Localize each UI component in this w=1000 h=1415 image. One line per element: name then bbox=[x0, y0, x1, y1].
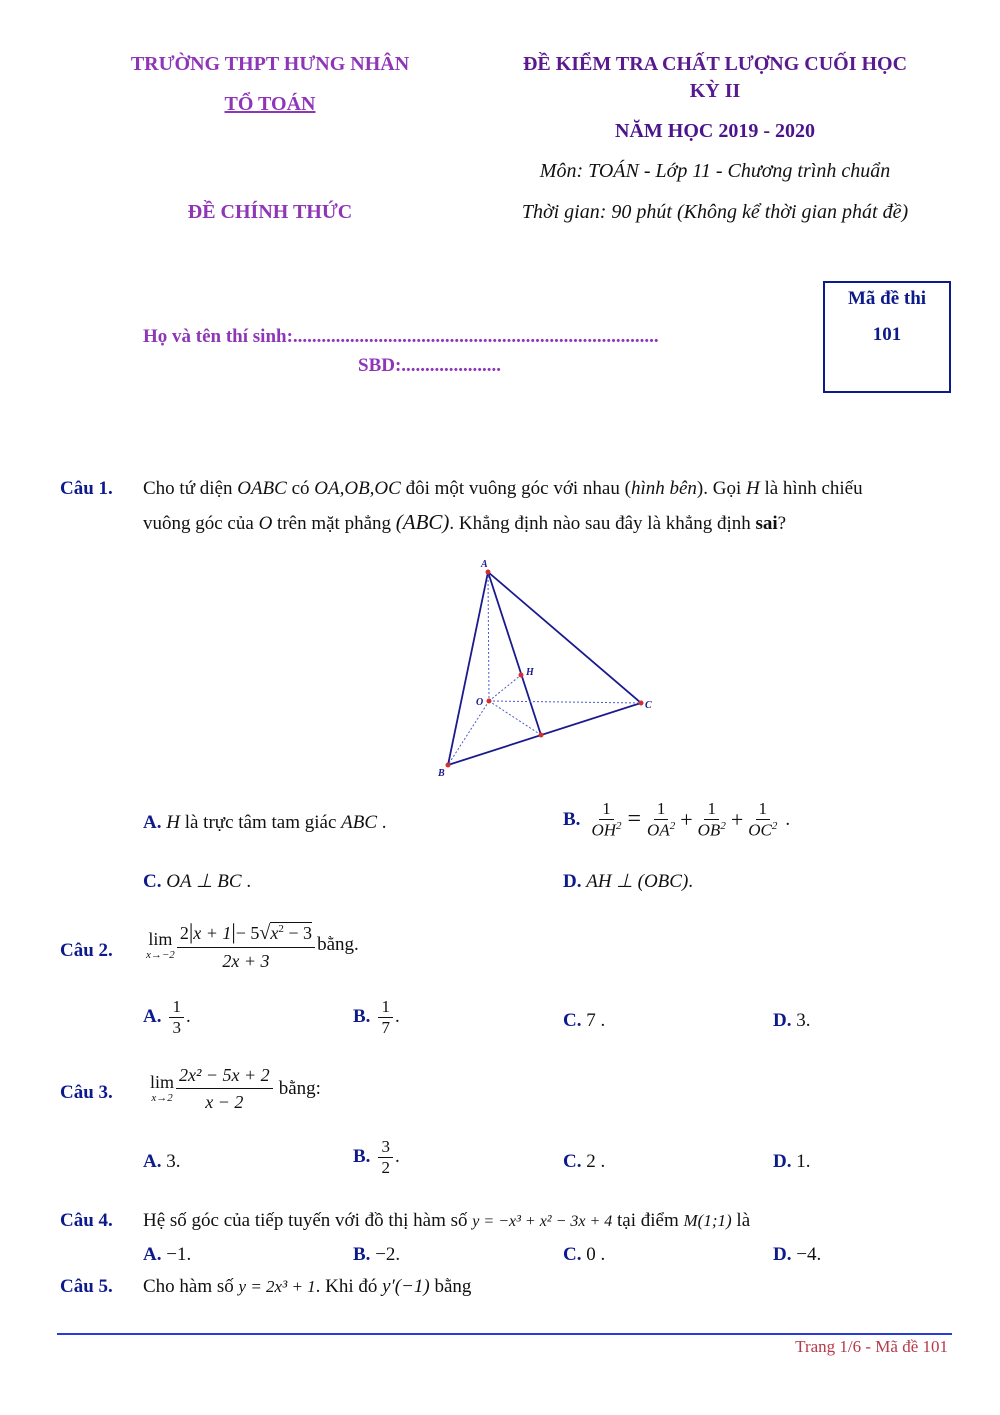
q5-text-part: Cho hàm số bbox=[143, 1276, 234, 1297]
student-name-field[interactable]: Họ và tên thí sinh:............................................................................. bbox=[143, 326, 659, 347]
option-letter: A. bbox=[143, 1006, 162, 1028]
option-text: 1 bbox=[796, 1151, 806, 1172]
q5-text-part: bằng bbox=[434, 1276, 472, 1297]
fraction: $\frac{1}{OH^2}$ bbox=[591, 799, 622, 840]
label-b: B bbox=[438, 768, 445, 779]
exam-title-line1: ĐỀ KIỂM TRA CHẤT LƯỢNG CUỐI HỌC bbox=[522, 53, 908, 75]
edge-bc bbox=[448, 703, 641, 765]
school-year: NĂM HỌC 2019 - 2020 bbox=[615, 120, 815, 142]
fraction: $\frac{1}{3}$ bbox=[169, 998, 184, 1037]
edge-oa bbox=[488, 572, 489, 701]
option-letter: C. bbox=[563, 1151, 582, 1172]
option-text: 2 bbox=[586, 1151, 596, 1172]
label-o: O bbox=[476, 697, 484, 708]
q1-text: . Khẳng định nào sau đây là khẳng định bbox=[449, 513, 751, 534]
option-letter: C. bbox=[563, 1244, 582, 1265]
edge-o-foot bbox=[489, 701, 541, 735]
q4-function: y = −x³ + x² − 3x + 4 bbox=[472, 1213, 613, 1230]
q1-var: H bbox=[745, 478, 760, 499]
q1-text: hình bên bbox=[630, 478, 697, 499]
point-c bbox=[639, 701, 644, 706]
q4-option-c[interactable]: C. 0 . bbox=[563, 1244, 606, 1265]
q1-var: O bbox=[258, 513, 273, 534]
q5-text bbox=[143, 1276, 471, 1298]
option-text: là trực tâm tam giác bbox=[184, 812, 337, 833]
edge-ab bbox=[448, 572, 488, 765]
option-letter: A. bbox=[143, 1151, 162, 1172]
option-text: 0 bbox=[586, 1244, 596, 1265]
q1-text-line2 bbox=[143, 510, 786, 535]
q3-option-d[interactable]: D. 1. bbox=[773, 1151, 811, 1172]
option-letter: B. bbox=[353, 1146, 371, 1168]
q1-var: OA,OB,OC bbox=[314, 478, 401, 499]
option-letter: D. bbox=[773, 1244, 792, 1265]
q3-label: Câu 3. bbox=[60, 1082, 113, 1103]
fraction: $\frac{1}{OA^2}$ bbox=[647, 799, 676, 840]
q1-text: sai bbox=[755, 513, 778, 534]
q1-var: (ABC) bbox=[395, 510, 450, 534]
point-foot bbox=[539, 733, 544, 738]
label-h: H bbox=[526, 667, 534, 678]
label-c: C bbox=[645, 700, 652, 711]
sbd-field[interactable]: SBD:..................... bbox=[358, 355, 502, 376]
exam-code-label: Mã đề thi bbox=[847, 288, 927, 309]
q1-text: trên mặt phẳng bbox=[277, 513, 392, 534]
q5-text-part: . Khi đó bbox=[315, 1276, 378, 1297]
q4-text-part: là bbox=[736, 1210, 751, 1231]
option-text: 7 bbox=[586, 1010, 596, 1031]
q4-text-part: tại điểm bbox=[617, 1210, 679, 1231]
option-text: AH ⊥ (OBC) bbox=[586, 871, 689, 892]
q2-label: Câu 2. bbox=[60, 940, 113, 961]
option-text: −4 bbox=[796, 1244, 817, 1265]
exam-title-line2: KỲ II bbox=[689, 80, 741, 102]
option-letter: C. bbox=[563, 1010, 582, 1031]
q1-text: là hình chiếu bbox=[764, 478, 863, 499]
q1-option-a[interactable]: A. H là trực tâm tam giác ABC . bbox=[143, 812, 387, 833]
limit: lim x→−2 bbox=[146, 928, 175, 961]
time-line: Thời gian: 90 phút (Không kể thời gian phát đề) bbox=[521, 201, 909, 223]
department-name: TỔ TOÁN bbox=[224, 93, 316, 115]
q3-suffix: bằng: bbox=[278, 1077, 321, 1099]
q4-text-part: Hệ số góc của tiếp tuyến với đồ thị hàm số bbox=[143, 1210, 468, 1231]
option-var: H bbox=[166, 812, 180, 833]
fraction: $\frac{\text{2x² − 5x + 2}}{x - 2}$ bbox=[176, 1066, 273, 1112]
q5-function: y = 2x³ + 1 bbox=[238, 1277, 316, 1296]
q4-text bbox=[143, 1210, 750, 1232]
exam-title bbox=[490, 53, 940, 103]
edge-oc bbox=[489, 701, 641, 703]
point-a bbox=[486, 570, 491, 575]
option-letter: D. bbox=[773, 1151, 792, 1172]
point-o bbox=[487, 699, 492, 704]
fraction: $\frac{2|x + 1|- 5√x^2 - 3}{2x + 3}$ bbox=[177, 920, 315, 971]
q3-expression bbox=[150, 1066, 321, 1112]
option-letter: D. bbox=[773, 1010, 792, 1031]
q1-text: vuông góc của bbox=[143, 513, 254, 534]
fraction: $\frac{1}{7}$ bbox=[378, 998, 393, 1037]
edge-a-foot bbox=[488, 572, 541, 735]
q5-label: Câu 5. bbox=[60, 1276, 113, 1297]
q1-text: Cho tứ diện bbox=[143, 478, 233, 499]
q5-expression: y′(−1) bbox=[382, 1276, 430, 1297]
q1-option-b[interactable]: B. $\frac{1}{OH^2}$ = $\frac{1}{OA^2}$ + $\frac{1}{OB^2}$ + $\frac{1}{OC^2}$ . bbox=[563, 799, 791, 840]
q4-option-d[interactable]: D. −4. bbox=[773, 1244, 822, 1265]
exam-code-value: 101 bbox=[872, 324, 902, 345]
q1-var: OABC bbox=[237, 478, 287, 499]
option-var: ABC bbox=[341, 812, 378, 833]
q4-option-b[interactable]: B. −2. bbox=[353, 1244, 401, 1265]
fraction: $\frac{1}{OC^2}$ bbox=[748, 799, 778, 840]
q2-option-c[interactable]: C. 7 . bbox=[563, 1010, 606, 1031]
q1-option-d[interactable]: D. AH ⊥ (OBC). bbox=[563, 871, 694, 892]
q2-suffix: bằng. bbox=[317, 934, 359, 956]
option-letter: B. bbox=[353, 1006, 371, 1028]
option-text: OA ⊥ BC bbox=[166, 871, 242, 892]
option-text: 3 bbox=[166, 1151, 176, 1172]
q1-option-c[interactable]: C. OA ⊥ BC . bbox=[143, 871, 252, 892]
option-letter: D. bbox=[563, 871, 582, 892]
q1-text-line1 bbox=[143, 478, 950, 500]
q2-option-d[interactable]: D. 3. bbox=[773, 1010, 811, 1031]
option-letter: B. bbox=[563, 808, 581, 830]
option-text: 3 bbox=[796, 1010, 806, 1031]
subject-line: Môn: TOÁN - Lớp 11 - Chương trình chuẩn bbox=[539, 160, 891, 182]
q1-text: ). Gọi bbox=[696, 478, 742, 499]
q4-option-a[interactable]: A. −1. bbox=[143, 1244, 192, 1265]
page-footer: Trang 1/6 - Mã đề 101 bbox=[795, 1337, 948, 1356]
option-letter: A. bbox=[143, 812, 162, 833]
point-h bbox=[519, 673, 524, 678]
option-text: −2 bbox=[375, 1244, 396, 1265]
edge-oh bbox=[489, 675, 521, 701]
q4-point: M(1;1) bbox=[683, 1211, 732, 1230]
option-letter: A. bbox=[143, 1244, 162, 1265]
q3-option-a[interactable]: A. 3. bbox=[143, 1151, 181, 1172]
q2-expression bbox=[146, 920, 359, 971]
q2-option-a[interactable]: A. $\frac{1}{3}$ . bbox=[143, 997, 191, 1037]
q2-option-b[interactable]: B. $\frac{1}{7}$ . bbox=[353, 997, 400, 1037]
q1-text: ? bbox=[777, 513, 787, 534]
option-text: −1 bbox=[166, 1244, 187, 1265]
q4-label: Câu 4. bbox=[60, 1210, 113, 1231]
official-label: ĐỀ CHÍNH THỨC bbox=[187, 201, 353, 223]
option-letter: C. bbox=[143, 871, 162, 892]
q1-label: Câu 1. bbox=[60, 478, 113, 499]
option-letter: B. bbox=[353, 1244, 371, 1265]
fraction: $\frac{1}{OB^2}$ bbox=[697, 799, 726, 840]
point-b bbox=[446, 763, 451, 768]
tetrahedron-figure bbox=[430, 555, 660, 785]
fraction: $\frac{3}{2}$ bbox=[378, 1138, 393, 1177]
label-a: A bbox=[481, 559, 488, 570]
q3-option-b[interactable]: B. $\frac{3}{2}$ . bbox=[353, 1137, 400, 1177]
q1-text: có bbox=[291, 478, 310, 499]
limit: lim x→2 bbox=[150, 1072, 175, 1105]
exam-code-box bbox=[823, 281, 951, 393]
school-name: TRƯỜNG THPT HƯNG NHÂN bbox=[130, 53, 410, 75]
q3-option-c[interactable]: C. 2 . bbox=[563, 1151, 606, 1172]
footer-divider bbox=[57, 1333, 952, 1335]
q1-text: đôi một vuông góc với nhau ( bbox=[405, 478, 631, 499]
